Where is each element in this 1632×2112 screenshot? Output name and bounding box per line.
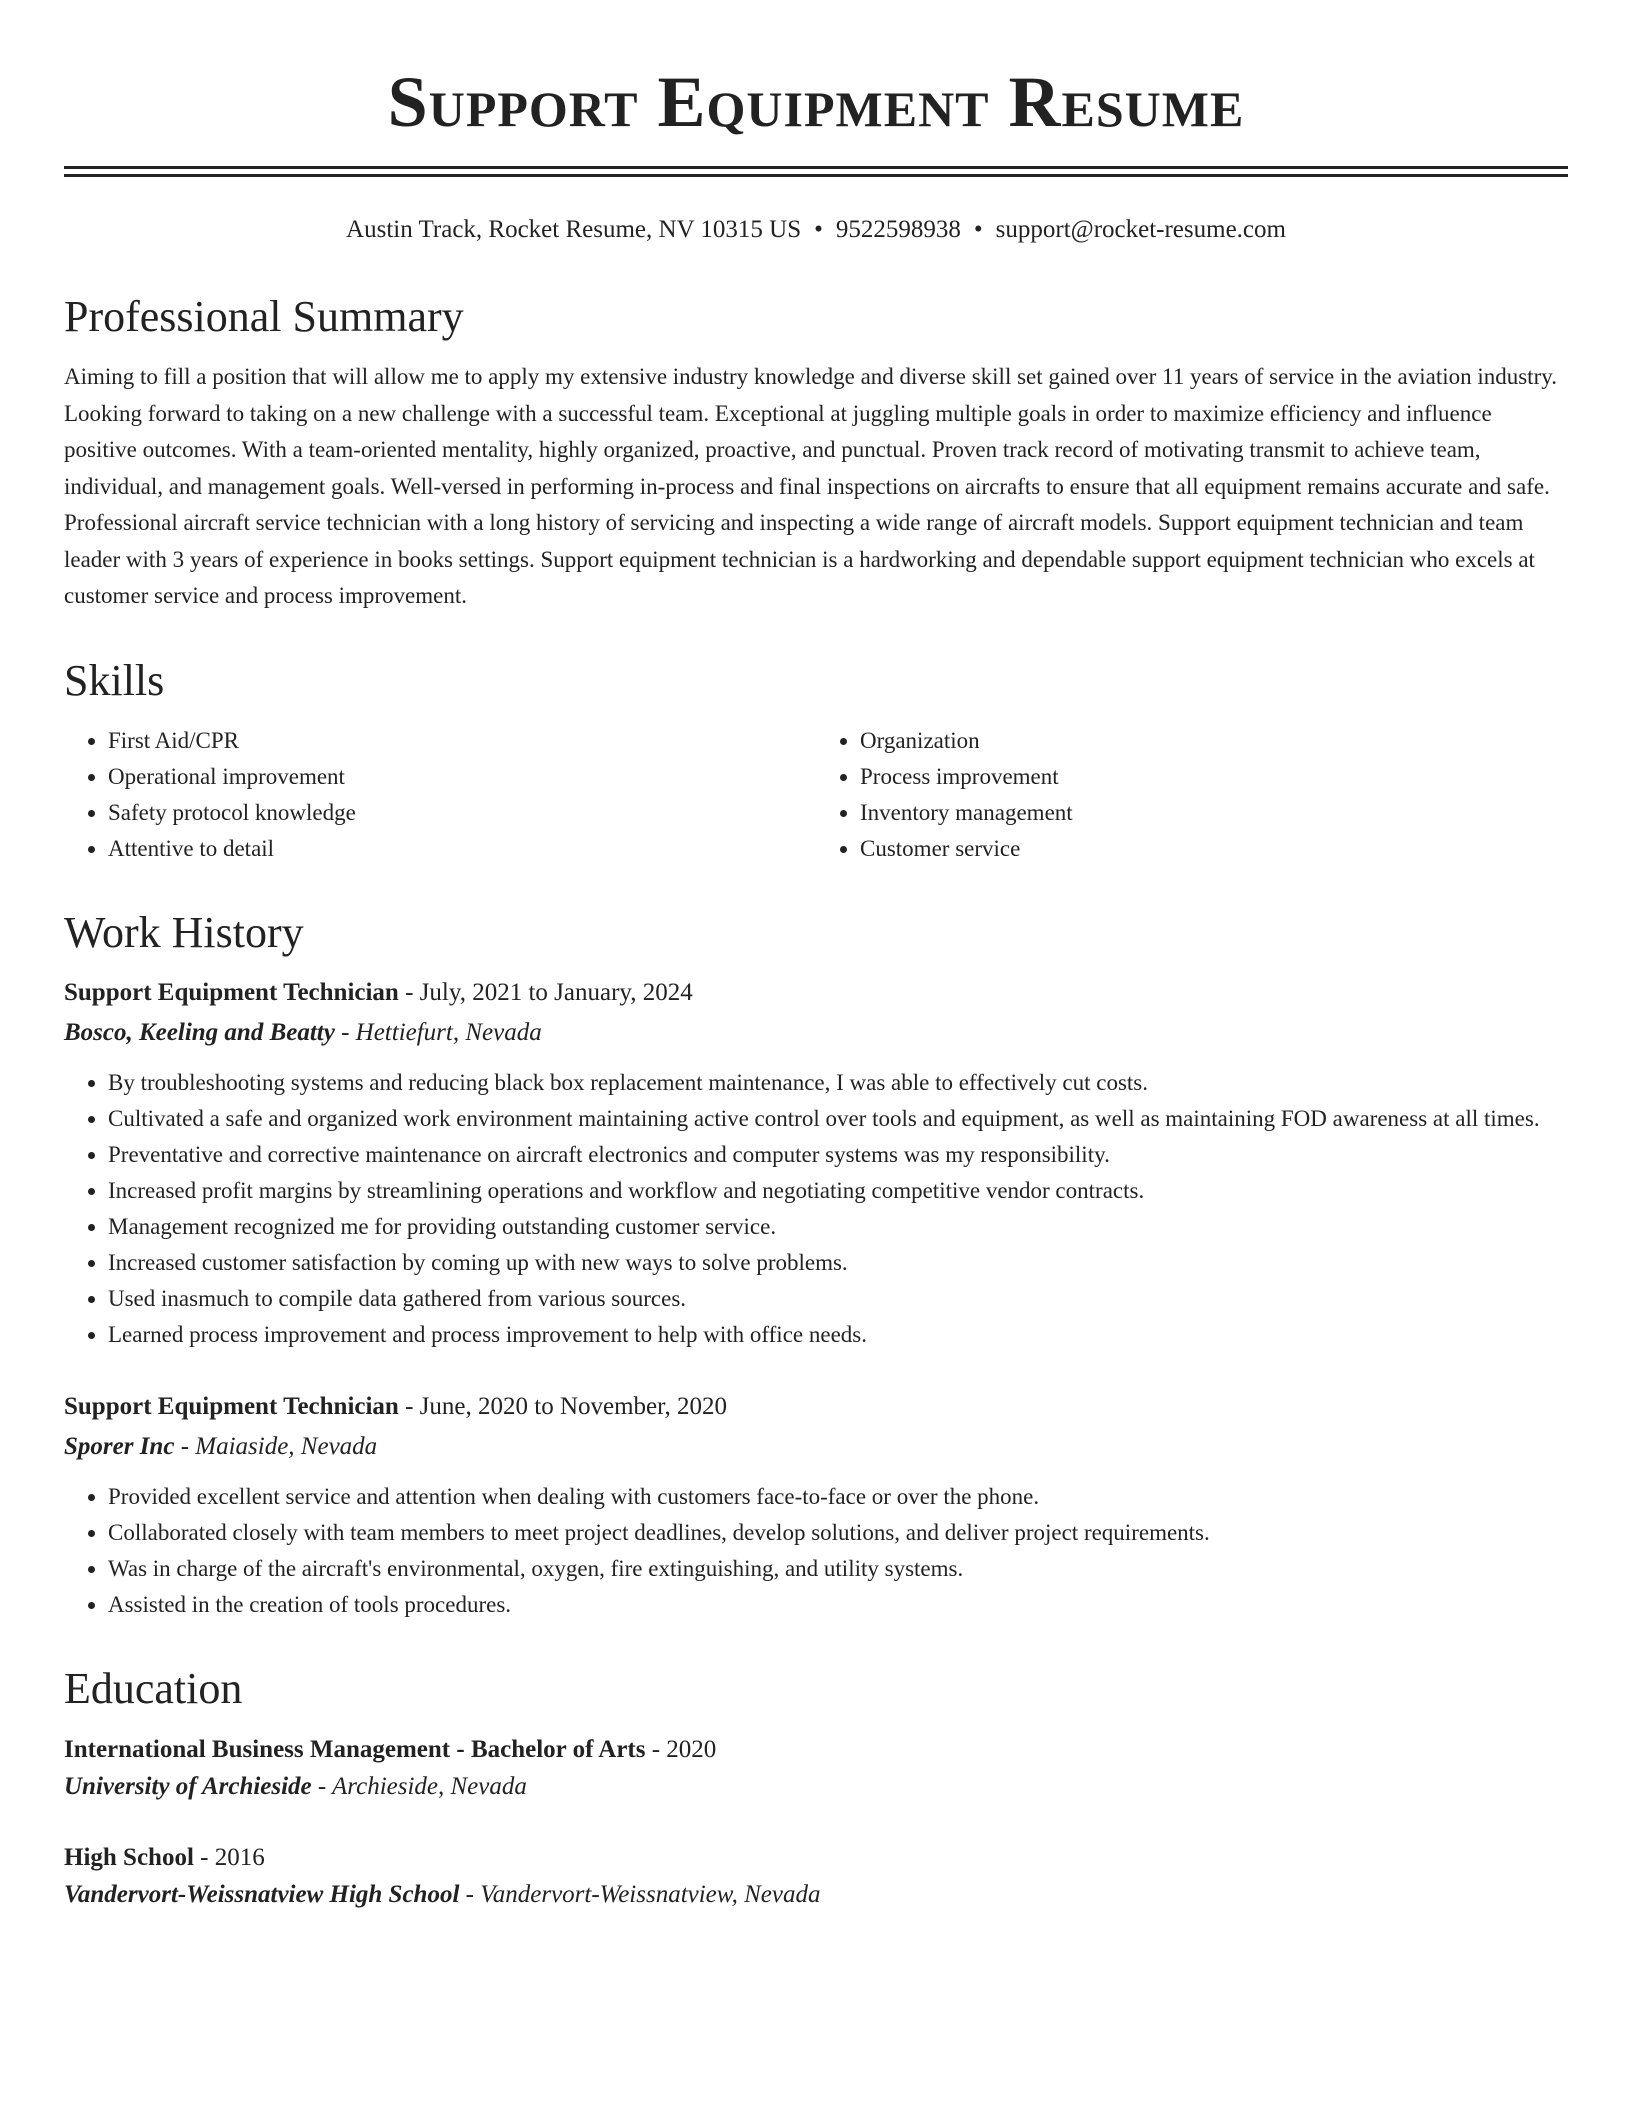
education-school-line	[64, 1768, 1568, 1805]
skill-item: • Process improvement	[860, 759, 1568, 795]
work-history-section	[64, 907, 1568, 1623]
skills-right-list	[816, 723, 1568, 867]
skill-item: • Safety protocol knowledge	[108, 795, 816, 831]
contact-separator: •	[973, 216, 983, 243]
summary-section	[64, 291, 1568, 615]
job-header	[64, 973, 1568, 1013]
work-history-heading: Work History	[64, 907, 304, 957]
skills-left-list	[64, 723, 816, 867]
education-degree: International Business Management - Bachelor of Arts	[64, 1735, 646, 1763]
job-bullet: • Management recognized me for providing outstanding customer service.	[108, 1209, 1568, 1245]
job-company: Sporer Inc	[64, 1432, 175, 1460]
education-school: University of Archieside	[64, 1772, 312, 1800]
education-degree: High School	[64, 1843, 194, 1871]
skills-heading: Skills	[64, 655, 165, 705]
job-location: - Maiaside, Nevada	[174, 1432, 378, 1460]
job-title: Support Equipment Technician	[64, 1392, 399, 1420]
resume-title: Support Equipment Resume	[387, 62, 1245, 142]
job-bullets	[64, 1065, 1568, 1353]
education-header	[64, 1839, 1568, 1876]
contact-email: support@rocket-resume.com	[995, 216, 1286, 243]
education-location: - Vandervort-Weissnatview, Nevada	[459, 1880, 821, 1908]
summary-text: Aiming to fill a position that will allow me to apply my extensive industry knowledge and diverse skill set gained over 11 years of service in the aviation industry. Looking forward to taking on a new challenge with a successful team. Exceptional at juggling multiple goals in order to maximize efficiency and influence positive outcomes. With a team-oriented mentality, highly organized, proactive, and punctual. Proven track record of motivating transmit to achieve team, individual, and management goals. Well-versed in performing in-process and final inspections on aircrafts to ensure that all equipment remains accurate and safe. Professional aircraft service technician with a long history of servicing and inspecting a wide range of aircraft models. Support equipment technician and team leader with 3 years of experience in books settings. Support equipment technician is a hardworking and dependable support equipment technician who excels at customer service and process improvement.	[64, 364, 1557, 608]
job-location: - Hettiefurt, Nevada	[334, 1018, 542, 1046]
job-bullets	[64, 1479, 1568, 1623]
job-dates: - July, 2021 to January, 2024	[398, 978, 693, 1006]
job-bullet: • Was in charge of the aircraft's environmental, oxygen, fire extinguishing, and utility systems.	[108, 1551, 1568, 1587]
contact-phone: 9522598938	[835, 216, 961, 243]
job-dates: - June, 2020 to November, 2020	[398, 1392, 727, 1420]
education-header	[64, 1731, 1568, 1768]
summary-heading: Professional Summary	[64, 292, 464, 341]
skill-item: • Customer service	[860, 831, 1568, 867]
job-title: Support Equipment Technician	[64, 978, 399, 1006]
education-year: - 2016	[193, 1843, 265, 1871]
education-year: - 2020	[645, 1735, 717, 1763]
skill-item: • Organization	[860, 723, 1568, 759]
skill-item: • Inventory management	[860, 795, 1568, 831]
education-school-line	[64, 1876, 1568, 1913]
skills-columns	[64, 723, 1568, 867]
contact-separator: •	[814, 216, 823, 243]
education-heading: Education	[64, 1663, 243, 1713]
job-bullet: • Learned process improvement and process improvement to help with office needs.	[108, 1317, 1568, 1353]
job-entry	[64, 973, 1568, 1353]
education-location: - Archieside, Nevada	[311, 1772, 527, 1800]
skills-section	[64, 655, 1568, 867]
skill-item: • Attentive to detail	[108, 831, 816, 867]
education-school: Vandervort-Weissnatview High School	[64, 1880, 460, 1908]
skill-item: • First Aid/CPR	[108, 723, 816, 759]
skill-item: • Operational improvement	[108, 759, 816, 795]
job-bullet: • Provided excellent service and attention when dealing with customers face-to-face or over the phone.	[108, 1479, 1568, 1515]
education-entry	[64, 1731, 1568, 1805]
job-bullet: • Assisted in the creation of tools procedures.	[108, 1587, 1568, 1623]
job-company: Bosco, Keeling and Beatty	[64, 1018, 335, 1046]
education-entry	[64, 1839, 1568, 1913]
job-bullet: • Collaborated closely with team members to meet project deadlines, develop solutions, and deliver project requirements.	[108, 1515, 1568, 1551]
job-header	[64, 1387, 1568, 1427]
job-bullet: • Preventative and corrective maintenance on aircraft electronics and computer systems was my responsibility.	[108, 1137, 1568, 1173]
job-bullet: • By troubleshooting systems and reducing black box replacement maintenance, I was able to effectively cut costs.	[108, 1065, 1568, 1101]
job-employer	[64, 1427, 1568, 1467]
job-bullet: • Used inasmuch to compile data gathered from various sources.	[108, 1281, 1568, 1317]
job-bullet: • Cultivated a safe and organized work environment maintaining active control over tools and equipment, as well as maintaining FOD awareness at all times.	[108, 1101, 1568, 1137]
job-employer	[64, 1013, 1568, 1053]
education-section	[64, 1663, 1568, 1913]
contact-line	[64, 213, 1568, 247]
job-bullet: • Increased customer satisfaction by coming up with new ways to solve problems.	[108, 1245, 1568, 1281]
contact-address: Austin Track, Rocket Resume, NV 10315 US	[346, 216, 802, 243]
title-divider	[64, 166, 1568, 177]
job-bullet: • Increased profit margins by streamlining operations and workflow and negotiating competitive vendor contracts.	[108, 1173, 1568, 1209]
job-entry	[64, 1387, 1568, 1623]
